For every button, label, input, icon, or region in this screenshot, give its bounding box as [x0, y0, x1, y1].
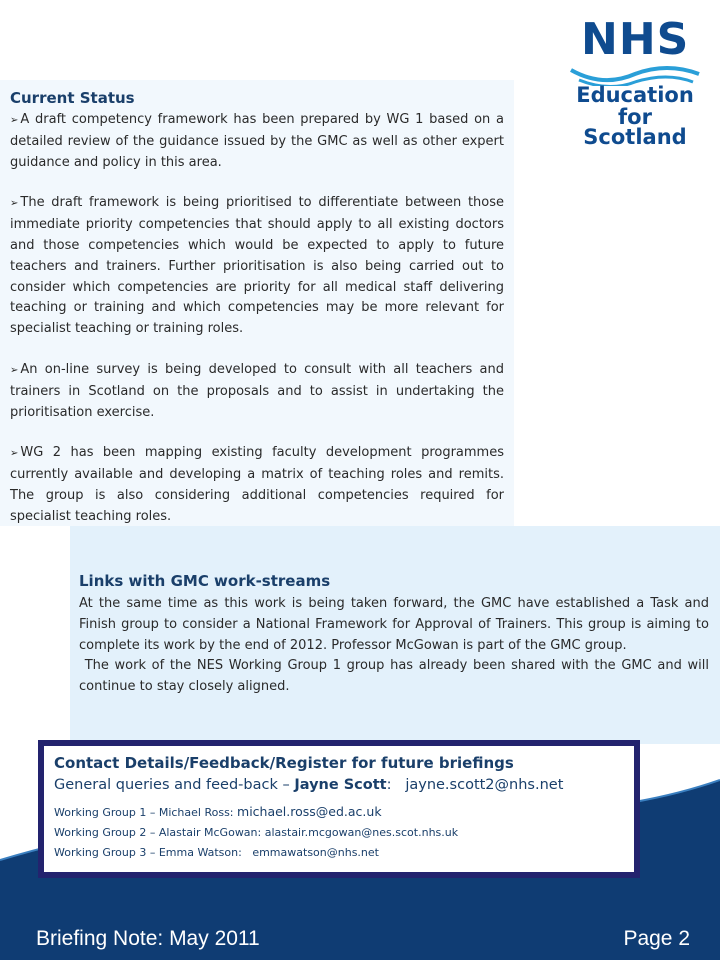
- contact-details-box: [38, 740, 640, 878]
- arrow-bullet-icon: ➢: [10, 198, 19, 210]
- logo-line-for: for: [618, 105, 652, 129]
- contact-general-name: Jayne Scott: [294, 777, 387, 793]
- gmc-links-title: Links with GMC work-streams: [79, 572, 331, 590]
- arrow-bullet-icon: ➢: [10, 364, 19, 376]
- status-bullet-1: [10, 110, 504, 173]
- contact-title: Contact Details/Feedback/Register for future briefings: [54, 754, 514, 772]
- contact-general-queries: [54, 777, 563, 793]
- contact-wg2-email-link[interactable]: alastair.mcgowan@nes.scot.nhs.uk: [264, 826, 459, 839]
- arrow-bullet-icon: ➢: [10, 115, 19, 126]
- contact-wg2: [54, 826, 458, 839]
- status-bullet-3: [10, 360, 504, 423]
- contact-general-email-link[interactable]: jayne.scott2@nhs.net: [405, 777, 564, 793]
- current-status-panel: [0, 80, 514, 526]
- contact-wg3: [54, 846, 379, 859]
- contact-wg3-label: Working Group 3 – Emma Watson:: [54, 846, 246, 859]
- nhs-education-for-scotland-logo: [565, 10, 705, 150]
- gmc-links-paragraph-1: At the same time as this work is being taken forward, the GMC have established a Task and Finish group to consider a National Framework for Approval of Trainers. This group is aiming to complete its work by the end of 2012. Professor McGowan is part of the GMC group.: [79, 596, 709, 653]
- logo-line-scotland: Scotland: [583, 125, 687, 149]
- gmc-links-body: [79, 594, 709, 698]
- footer-briefing-note: Briefing Note: May 2011: [36, 927, 260, 950]
- contact-wg1-label: Working Group 1 – Michael Ross:: [54, 806, 238, 819]
- current-status-title: Current Status: [10, 89, 135, 107]
- status-bullet-1-text: A draft competency framework has been prepared by WG 1 based on a detailed review of the guidance issued by the GMC as well as other expert guidance and policy in this area.: [10, 112, 504, 170]
- status-bullet-2: [10, 193, 504, 340]
- arrow-bullet-icon: ➢: [10, 448, 19, 460]
- status-bullet-4: [10, 443, 504, 527]
- contact-wg2-label: Working Group 2 – Alastair McGowan:: [54, 826, 265, 839]
- logo-nhs-text: NHS: [581, 14, 690, 65]
- footer-page-number: Page 2: [623, 927, 690, 950]
- gmc-links-paragraph-2: [79, 656, 709, 698]
- gmc-links-paragraph-2-text: The work of the NES Working Group 1 group has already been shared with the GMC and will continue to stay closely aligned.: [79, 658, 710, 695]
- status-bullet-2-text: The draft framework is being prioritised to differentiate between those immediate priority competencies that should apply to all existing doctors and those competencies which would be expected to apply to future teachers and trainers. Further prioritisation is also being carried out to consider which competencies are priority for all medical staff delivering teaching or training and which competencies may be more relevant for specialist teaching or training roles.: [10, 195, 504, 337]
- status-bullet-3-text: An on-line survey is being developed to consult with all teachers and trainers in Scotland on the proposals and to assist in undertaking the prioritisation exercise.: [10, 361, 504, 420]
- contact-wg1: [54, 804, 382, 819]
- contact-wg1-email-link[interactable]: michael.ross@ed.ac.uk: [237, 804, 382, 819]
- logo-line-education: Education: [576, 83, 694, 107]
- contact-wg3-email-link[interactable]: emmawatson@nhs.net: [252, 846, 379, 859]
- contact-general-separator: :: [386, 777, 392, 793]
- contact-general-label: General queries and feed-back –: [54, 777, 295, 793]
- status-bullet-4-text: WG 2 has been mapping existing faculty development programmes currently available and developing a matrix of teaching roles and remits. The group is also considering additional competencies required for specialist teaching roles.: [10, 445, 504, 524]
- status-bullet-list: [10, 110, 504, 548]
- gmc-links-panel: [70, 526, 720, 744]
